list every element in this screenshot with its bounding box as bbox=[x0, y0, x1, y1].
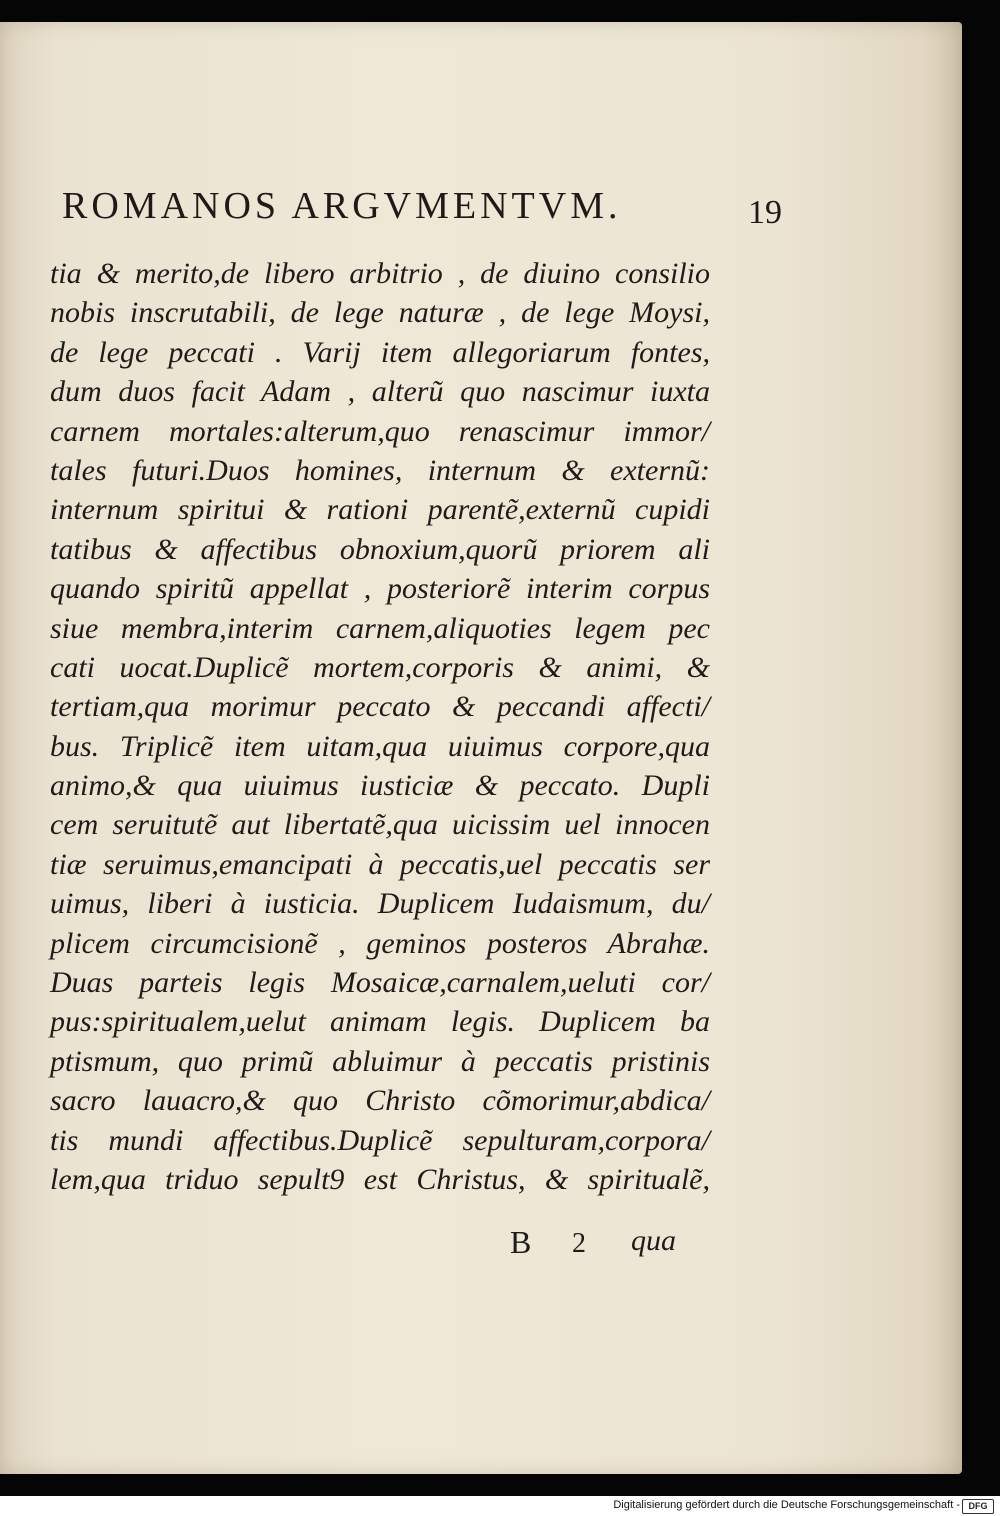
page-header bbox=[62, 172, 782, 252]
text-line: carnem mortales:alterum,quo renascimur immor/ bbox=[50, 414, 710, 448]
book-page bbox=[0, 22, 962, 1474]
text-line: cati uocat.Duplicẽ mortem,corporis & animi, & bbox=[50, 650, 710, 684]
footer-bar bbox=[0, 1496, 1000, 1516]
text-line: tis mundi affectibus.Duplicẽ sepulturam,corpora/ bbox=[50, 1123, 710, 1157]
text-line: ptismum, quo primũ abluimur à peccatis pristinis bbox=[50, 1044, 710, 1078]
folio-number: 19 bbox=[748, 194, 782, 231]
text-line: animo,& qua uiuimus iusticiæ & peccato. Dupli bbox=[50, 769, 710, 803]
text-line: pus:spiritualem,uelut animam legis. Duplicem ba bbox=[50, 1005, 710, 1039]
running-title: ROMANOS ARGVMENTVM. bbox=[62, 185, 622, 227]
text-line: siue membra,interim carnem,aliquoties legem pec bbox=[50, 611, 710, 645]
text-line: de lege peccati . Varij item allegoriarum fontes, bbox=[50, 335, 710, 369]
text-line: lem,qua triduo sepult9 est Christus, & spiritualẽ, bbox=[50, 1162, 710, 1196]
text-line: tiæ seruimus,emancipati à peccatis,uel peccatis ser bbox=[50, 847, 710, 881]
body-text bbox=[50, 254, 710, 1199]
text-line: plicem circumcisionẽ , geminos posteros Abrahæ. bbox=[50, 926, 710, 960]
text-line: dum duos facit Adam , alterũ quo nascimur iuxta bbox=[50, 375, 710, 409]
catchword: qua bbox=[631, 1224, 676, 1257]
funding-notice: Digitalisierung gefördert durch die Deutsche Forschungsgemeinschaft - bbox=[613, 1499, 960, 1511]
text-line: tales futuri.Duos homines, internum & externũ: bbox=[50, 453, 710, 487]
text-line: uimus, liberi à iusticia. Duplicem Iudaismum, du/ bbox=[50, 887, 710, 921]
text-line: bus. Triplicẽ item uitam,qua uiuimus corpore,qua bbox=[50, 729, 710, 763]
signature-line bbox=[510, 1224, 680, 1274]
signature-mark: B bbox=[510, 1224, 532, 1260]
text-line: cem seruitutẽ aut libertatẽ,qua uicissim uel innocen bbox=[50, 808, 710, 842]
text-line: tia & merito,de libero arbitrio , de diuino consilio bbox=[50, 257, 710, 290]
text-line: internum spiritui & rationi parentẽ,externũ cupidi bbox=[50, 493, 710, 527]
text-line: tatibus & affectibus obnoxium,quorũ priorem ali bbox=[50, 532, 710, 566]
dfg-logo: DFG bbox=[962, 1499, 994, 1514]
text-line: quando spiritũ appellat , posteriorẽ interim corpus bbox=[50, 572, 710, 606]
text-line: sacro lauacro,& quo Christo cõmorimur,abdica/ bbox=[50, 1084, 710, 1118]
text-line: nobis inscrutabili, de lege naturæ , de lege Moysi, bbox=[50, 296, 710, 330]
text-line: Duas parteis legis Mosaicæ,carnalem,ueluti cor/ bbox=[50, 966, 710, 1000]
signature-number: 2 bbox=[572, 1228, 586, 1259]
text-line: tertiam,qua morimur peccato & peccandi affecti/ bbox=[50, 690, 710, 724]
